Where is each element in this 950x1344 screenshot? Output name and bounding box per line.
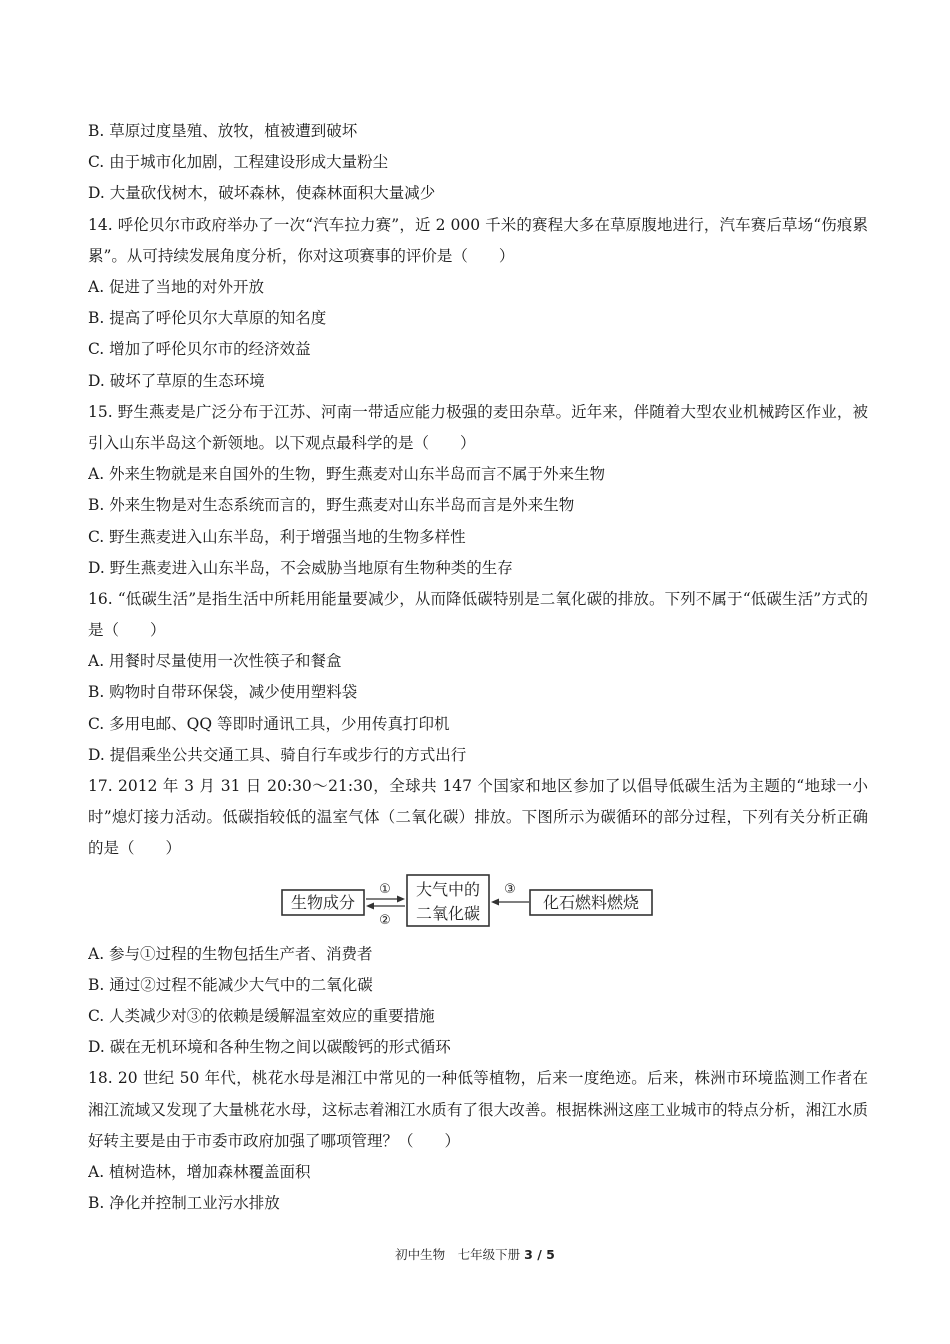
box-biological-component-label: 生物成分 — [290, 892, 356, 912]
question-16-option-b: B. 购物时自带环保袋，减少使用塑料袋 — [88, 683, 358, 702]
page-content — [88, 116, 868, 1219]
question-17-option-c: C. 人类减少对③的依赖是缓解温室效应的重要措施 — [88, 1007, 435, 1026]
arrow-3-head — [491, 898, 499, 905]
arrow-2-head — [366, 902, 374, 909]
box-fossil-fuel-combustion-label: 化石燃料燃烧 — [542, 892, 640, 912]
question-17-stem: 17. 2012 年 3 月 31 日 20:30～21:30，全球共 147 个国家和地区参加了以倡导低碳生活为主题的“地球一小时”熄灯接力活动。低碳指较低的温室气体（二氧化碳）排放。下图所示为碳循环的部分过程，下列有关分析正确的是（ ） — [88, 777, 868, 858]
question-18-option-b: B. 净化并控制工业污水排放 — [88, 1194, 280, 1213]
question-16-option-d: D. 提倡乘坐公共交通工具、骑自行车或步行的方式出行 — [88, 745, 467, 764]
question-18-option-a: A. 植树造林，增加森林覆盖面积 — [88, 1163, 311, 1181]
question-14-option-b: B. 提高了呼伦贝尔大草原的知名度 — [88, 309, 327, 328]
question-16-stem: 16. “低碳生活”是指生活中所耗用能量要减少，从而降低碳特别是二氧化碳的排放。下列不属于“低碳生活”方式的是（ ） — [88, 589, 868, 640]
arrow-2-label: ② — [379, 912, 391, 928]
option-line: C. 由于城市化加剧，工程建设形成大量粉尘 — [88, 153, 389, 172]
question-15-option-d: D. 野生燕麦进入山东半岛，不会威胁当地原有生物种类的生存 — [88, 558, 513, 577]
question-15-stem: 15. 野生燕麦是广泛分布于江苏、河南一带适应能力极强的麦田杂草。近年来，伴随着大型农业机械跨区作业，被引入山东半岛这个新领地。以下观点最科学的是（ ） — [88, 402, 868, 452]
box-atmospheric-co2-line2: 二氧化碳 — [415, 903, 481, 923]
carbon-cycle-svg — [280, 873, 660, 931]
footer-course-label: 初中生物 七年级下册 — [395, 1247, 525, 1262]
option-line: D. 大量砍伐树木，破坏森林，使森林面积大量减少 — [88, 184, 436, 203]
question-14-option-a: A. 促进了当地的对外开放 — [88, 277, 265, 296]
question-16-option-a: A. 用餐时尽量使用一次性筷子和餐盒 — [88, 652, 342, 671]
arrow-3-label: ③ — [504, 881, 516, 897]
question-17-option-d: D. 碳在无机环境和各种生物之间以碳酸钙的形式循环 — [88, 1038, 451, 1057]
question-15-option-b: B. 外来生物是对生态系统而言的，野生燕麦对山东半岛而言是外来生物 — [88, 496, 575, 515]
footer-page-number: 3 / 5 — [524, 1247, 555, 1262]
question-17-option-a: A. 参与①过程的生物包括生产者、消费者 — [88, 944, 373, 963]
arrow-1-head — [397, 895, 405, 902]
question-14-option-d: D. 破坏了草原的生态环境 — [88, 371, 265, 390]
question-14-option-c: C. 增加了呼伦贝尔市的经济效益 — [88, 340, 311, 359]
question-16-option-c: C. 多用电邮、QQ 等即时通讯工具，少用传真打印机 — [88, 714, 450, 733]
question-17-option-b: B. 通过②过程不能减少大气中的二氧化碳 — [88, 975, 373, 994]
question-15-option-a: A. 外来生物就是来自国外的生物，野生燕麦对山东半岛而言不属于外来生物 — [88, 465, 606, 484]
option-line: B. 草原过度垦殖、放牧，植被遭到破坏 — [88, 122, 358, 140]
carbon-cycle-diagram — [88, 869, 868, 937]
page-footer — [0, 1245, 950, 1263]
question-15-option-c: C. 野生燕麦进入山东半岛，利于增强当地的生物多样性 — [88, 527, 466, 546]
arrow-1-label: ① — [379, 881, 391, 897]
question-14-stem: 14. 呼伦贝尔市政府举办了一次“汽车拉力赛”，近 2 000 千米的赛程大多在草原腹地进行，汽车赛后草场“伤痕累累”。从可持续发展角度分析，你对这项赛事的评价是（ ） — [88, 215, 868, 265]
question-18-stem: 18. 20 世纪 50 年代，桃花水母是湘江中常见的一种低等植物，后来一度绝迹。后来，株洲市环境监测工作者在湘江流域又发现了大量桃花水母，这标志着湘江水质有了很大改善。根据株洲这座工业城市的特点分析，湘江水质好转主要是由于市委市政府加强了哪项管理？（ ） — [88, 1069, 868, 1150]
box-atmospheric-co2-line1: 大气中的 — [415, 879, 481, 899]
